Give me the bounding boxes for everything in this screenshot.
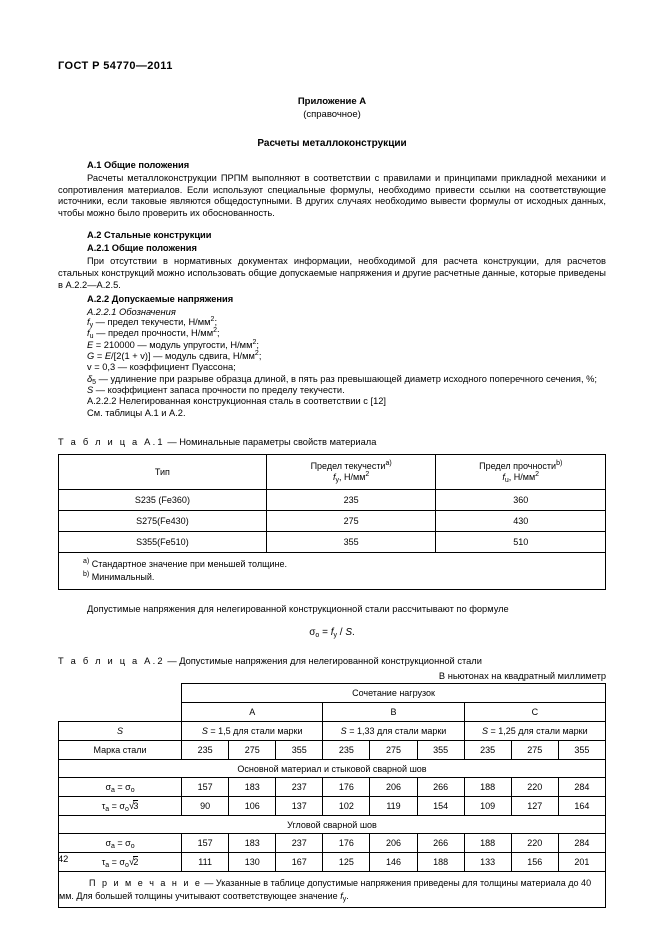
table-a2-combination-row xyxy=(59,703,606,722)
appendix-header xyxy=(58,95,606,121)
table-row xyxy=(59,778,606,797)
note-text-b: Минимальный. xyxy=(91,572,155,583)
appendix-kind: (справочное) xyxy=(303,109,361,120)
cell: 164 xyxy=(558,797,605,816)
cell: 266 xyxy=(417,778,464,797)
definition-nu: v = 0,3 — коэффициент Пуассона; xyxy=(87,362,236,373)
cell: 125 xyxy=(323,853,370,872)
heading-a2: А.2 Стальные конструкции xyxy=(87,230,212,241)
paragraph-a2-2-2: А.2.2.2 Нелегированная конструкционная сталь в соответствии с [12] xyxy=(87,396,387,407)
grade-cell: 275 xyxy=(229,741,276,760)
cell: 130 xyxy=(229,853,276,872)
cell: 106 xyxy=(229,797,276,816)
table-row xyxy=(59,490,606,511)
paragraph-a1: Расчеты металлоконструкции ПРПМ выполняют в соответствии с правилами и принципами прикладной механики и сопротивления материалов. Если используют специальные формулы, необходимо привести ссылки на соответствующие источники, если таковые являются общедоступными. В других случаях необходимо вывести формулы от исходных данных, чтобы можно было проверить их обоснованность. xyxy=(58,173,606,218)
grade-cell: 355 xyxy=(558,741,605,760)
cell: 109 xyxy=(464,797,511,816)
table-row xyxy=(59,853,606,872)
cell: 157 xyxy=(182,778,229,797)
heading-a2-2: А.2.2 Допускаемые напряжения xyxy=(87,294,234,305)
page-content xyxy=(58,0,606,908)
cell: 510 xyxy=(436,532,606,553)
spacer-cell xyxy=(59,684,182,703)
cell: 201 xyxy=(558,853,605,872)
grade-cell: 355 xyxy=(417,741,464,760)
cell: 430 xyxy=(436,511,606,532)
note-text-a: Стандартное значение при меньшей толщине. xyxy=(91,559,288,570)
cell: S275(Fe430) xyxy=(59,511,267,532)
cell: S355(Fe510) xyxy=(59,532,267,553)
note-mark-b: b) xyxy=(83,571,90,579)
cell: 133 xyxy=(464,853,511,872)
formula-lead-text: Допустимые напряжения для нелегированной конструкционной стали рассчитывают по формуле xyxy=(87,604,509,615)
table-a2-note-row xyxy=(59,872,606,908)
table-a2-caption xyxy=(58,656,606,666)
table-a2-caption-label: Т а б л и ц а А.2 xyxy=(58,656,165,667)
cell: 157 xyxy=(182,834,229,853)
cell: S235 (Fe360) xyxy=(59,490,267,511)
grade-cell: 275 xyxy=(370,741,417,760)
table-a2-group-header: Сочетание нагрузок xyxy=(182,684,606,703)
table-a1-col-type: Тип xyxy=(59,455,267,490)
table-a2-section1-title-row xyxy=(59,760,606,778)
row-label-tau-a-sqrt3: $\tau_a = \sigma_o√3$ xyxy=(59,797,182,816)
table-a2-group-row xyxy=(59,684,606,703)
cell: 183 xyxy=(229,778,276,797)
row-label-tau-a-sqrt2: $\tau_a = \sigma_o√2$ xyxy=(59,853,182,872)
s-value-c: S = 1,25 для стали марки xyxy=(464,722,605,741)
table-a2-units: В ньютонах на квадратный миллиметр xyxy=(438,671,606,682)
table-a2-section2-title-row xyxy=(59,816,606,834)
appendix-title: Расчеты металлоконструкции xyxy=(257,138,407,149)
cell: 188 xyxy=(464,834,511,853)
table-a1-header-row xyxy=(59,455,606,490)
cell: 284 xyxy=(558,834,605,853)
cell: 111 xyxy=(182,853,229,872)
definition-g: G = E/[2(1 + v)] — модуль сдвига, $Н/мм^2$; xyxy=(87,350,262,362)
heading-a2-2-1: А.2.2.1 Обозначения xyxy=(87,307,176,318)
cell: 237 xyxy=(276,778,323,797)
cell: 220 xyxy=(511,778,558,797)
table-row xyxy=(59,511,606,532)
spacer-cell xyxy=(59,703,182,722)
table-row xyxy=(59,797,606,816)
cell: 235 xyxy=(266,490,436,511)
cell: 284 xyxy=(558,778,605,797)
cell: 355 xyxy=(266,532,436,553)
cell: 90 xyxy=(182,797,229,816)
table-a1-caption xyxy=(58,437,606,447)
s-row-label: S xyxy=(59,722,182,741)
paragraph-a2-1: При отсутствии в нормативных документах информации, необходимой для расчета конструкции, для расчетов стальных конструкций можно использовать общие допускаемые напряжения и другие расчетные данные, которые приведены в А.2.2—А.2.5. xyxy=(58,256,606,290)
cell: 206 xyxy=(370,834,417,853)
section-title-base-material: Основной материал и стыковой сварной шов xyxy=(59,760,606,778)
grade-row-label: Марка стали xyxy=(59,741,182,760)
appendix-name: Приложение А xyxy=(297,96,367,107)
table-a2-s-row xyxy=(59,722,606,741)
definition-e: E = 210000 — модуль упругости, $Н/мм^2$; xyxy=(87,338,259,350)
table-a1-caption-label: Т а б л и ц а А.1 xyxy=(58,437,165,448)
grade-cell: 235 xyxy=(464,741,511,760)
formula-sigma-o: $\sigma_o = f_y / S$. xyxy=(309,627,355,640)
grade-cell: 275 xyxy=(511,741,558,760)
cell: 183 xyxy=(229,834,276,853)
heading-a1: А.1 Общие положения xyxy=(87,160,190,170)
cell: 119 xyxy=(370,797,417,816)
cell: 237 xyxy=(276,834,323,853)
cell: 360 xyxy=(436,490,606,511)
cell: 176 xyxy=(323,834,370,853)
table-a1-col-tensile: Предел прочности$^{b)}$ $f_u$, $Н/мм^2$ xyxy=(436,455,606,490)
grade-cell: 355 xyxy=(276,741,323,760)
table-a1-caption-text: — Номинальные параметры свойств материала xyxy=(164,437,377,448)
table-a1 xyxy=(58,454,606,590)
s-value-b: S = 1,33 для стали марки xyxy=(323,722,464,741)
page-number: 42 xyxy=(58,854,69,864)
cell: 206 xyxy=(370,778,417,797)
table-a2-grade-row xyxy=(59,741,606,760)
grade-cell: 235 xyxy=(323,741,370,760)
cell: 275 xyxy=(266,511,436,532)
grade-cell: 235 xyxy=(182,741,229,760)
definition-fu: $f_u$ — предел прочности, $Н/мм^2$; xyxy=(87,327,220,341)
definition-s: S — коэффициент запаса прочности по пределу текучести. xyxy=(87,384,345,395)
cell: 156 xyxy=(511,853,558,872)
table-a1-notes xyxy=(59,553,606,590)
combination-c: C xyxy=(464,703,605,722)
table-a1-col-yield: Предел текучести$^{a)}$ $f_y$, $Н/мм^2$ xyxy=(266,455,436,490)
definition-delta5: $\delta_5$ — удлинение при разрыве образца длиной, в пять раз превышающей диаметр исходного поперечного сечения, %; xyxy=(87,373,597,386)
cell: 176 xyxy=(323,778,370,797)
heading-a2-1: А.2.1 Общие положения xyxy=(87,243,197,254)
section-title-fillet-weld: Угловой сварной шов xyxy=(59,816,606,834)
cell: 188 xyxy=(417,853,464,872)
table-row xyxy=(59,532,606,553)
cell: 220 xyxy=(511,834,558,853)
table-a1-notes-row xyxy=(59,553,606,590)
table-row xyxy=(59,834,606,853)
cell: 127 xyxy=(511,797,558,816)
row-label-sigma-a: $\sigma_a = \sigma_o$ xyxy=(59,834,182,853)
row-label-sigma-a: $\sigma_a = \sigma_o$ xyxy=(59,778,182,797)
table-a2-note: П р и м е ч а н и е — Указанные в таблице допустимые напряжения приведены для толщины материала до 40 мм. Для большей толщины учитывают соответствующее значение $f_y$. xyxy=(59,872,606,908)
cell: 102 xyxy=(323,797,370,816)
s-value-a: S = 1,5 для стали марки xyxy=(182,722,323,741)
see-tables-note: См. таблицы А.1 и А.2. xyxy=(87,407,186,418)
cell: 266 xyxy=(417,834,464,853)
note-label: П р и м е ч а н и е xyxy=(89,878,202,889)
table-a2 xyxy=(58,683,606,908)
note-mark-a: a) xyxy=(83,558,90,566)
cell: 146 xyxy=(370,853,417,872)
definition-fy: $f_y$ — предел текучести, $Н/мм^2$; xyxy=(87,316,218,330)
combination-b: B xyxy=(323,703,464,722)
cell: 167 xyxy=(276,853,323,872)
cell: 188 xyxy=(464,778,511,797)
cell: 137 xyxy=(276,797,323,816)
table-a2-caption-text: — Допустимые напряжения для нелегированной конструкционной стали xyxy=(164,656,482,667)
cell: 154 xyxy=(417,797,464,816)
combination-a: A xyxy=(182,703,323,722)
standard-id: ГОСТ Р 54770—2011 xyxy=(58,60,173,72)
